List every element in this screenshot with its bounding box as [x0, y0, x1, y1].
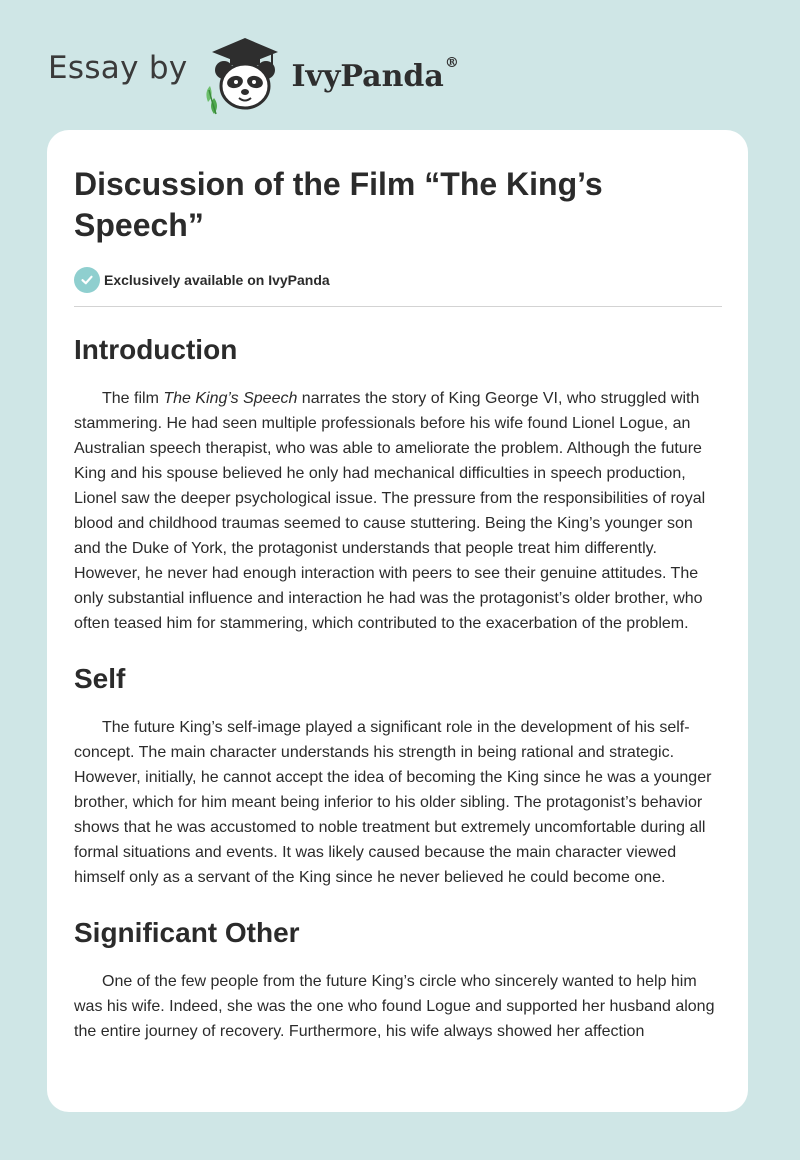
section-introduction	[74, 333, 722, 636]
section-paragraph: The future King’s self-image played a significant role in the development of his self-concept. The main character understands his strength in being rational and strategic. However, initially, he cannot accept the idea of becoming the King since he was a younger brother, which for him meant being inferior to his older sibling. The protagonist’s behavior shows that he was accustomed to noble treatment but extremely uncomfortable during all formal situations and events. It was likely caused because the main character viewed himself only as a servant of the King since he never believed he could become one.	[74, 719, 712, 886]
section-paragraph	[74, 386, 722, 636]
registered-mark: ®	[444, 54, 459, 71]
paragraph-text: narrates the story of King George VI, who struggled with stammering. He had seen multiple professionals before his wife found Lionel Logue, an Australian speech therapist, who was able to ameliorate the problem. Although the future King and his spouse believed he only had mechanical difficulties in speech production, Lionel saw the deeper psychological issue. The pressure from the responsibilities of royal blood and childhood traumas seemed to cause stuttering. Being the King’s younger son and the Duke of York, the protagonist understands that people treat him differently. However, he never had enough interaction with peers to see their genuine attitudes. The only substantial influence and interaction he had was the protagonist’s older brother, who often teased him for stammering, which contributed to the exacerbation of the problem.	[74, 390, 706, 632]
film-title: The King’s Speech	[163, 390, 298, 407]
badge-label: Exclusively available on IvyPanda	[104, 272, 330, 288]
ivypanda-logo-icon[interactable]	[200, 30, 290, 120]
divider	[74, 306, 722, 307]
paragraph-text: The film	[102, 390, 164, 407]
page-title: Discussion of the Film “The King’s Speech”	[74, 166, 603, 243]
brand-name[interactable]	[291, 54, 459, 94]
section-self	[74, 662, 722, 890]
section-paragraph: One of the few people from the future King’s circle who sincerely wanted to help him was his wife. Indeed, she was the one who found Logue and supported her husband along the entire journey of recovery. Furthermore, his wife always showed her affection	[74, 973, 715, 1040]
section-heading: Self	[74, 663, 126, 694]
essay-by-label: Essay by	[48, 50, 188, 86]
exclusive-badge	[74, 266, 722, 294]
checkmark-icon	[74, 267, 100, 293]
section-heading: Introduction	[74, 334, 238, 365]
brand-name-text: IvyPanda	[291, 58, 444, 94]
section-significant-other	[74, 916, 722, 1044]
article-card	[47, 130, 748, 1112]
site-header	[48, 30, 459, 120]
section-heading: Significant Other	[74, 917, 300, 948]
